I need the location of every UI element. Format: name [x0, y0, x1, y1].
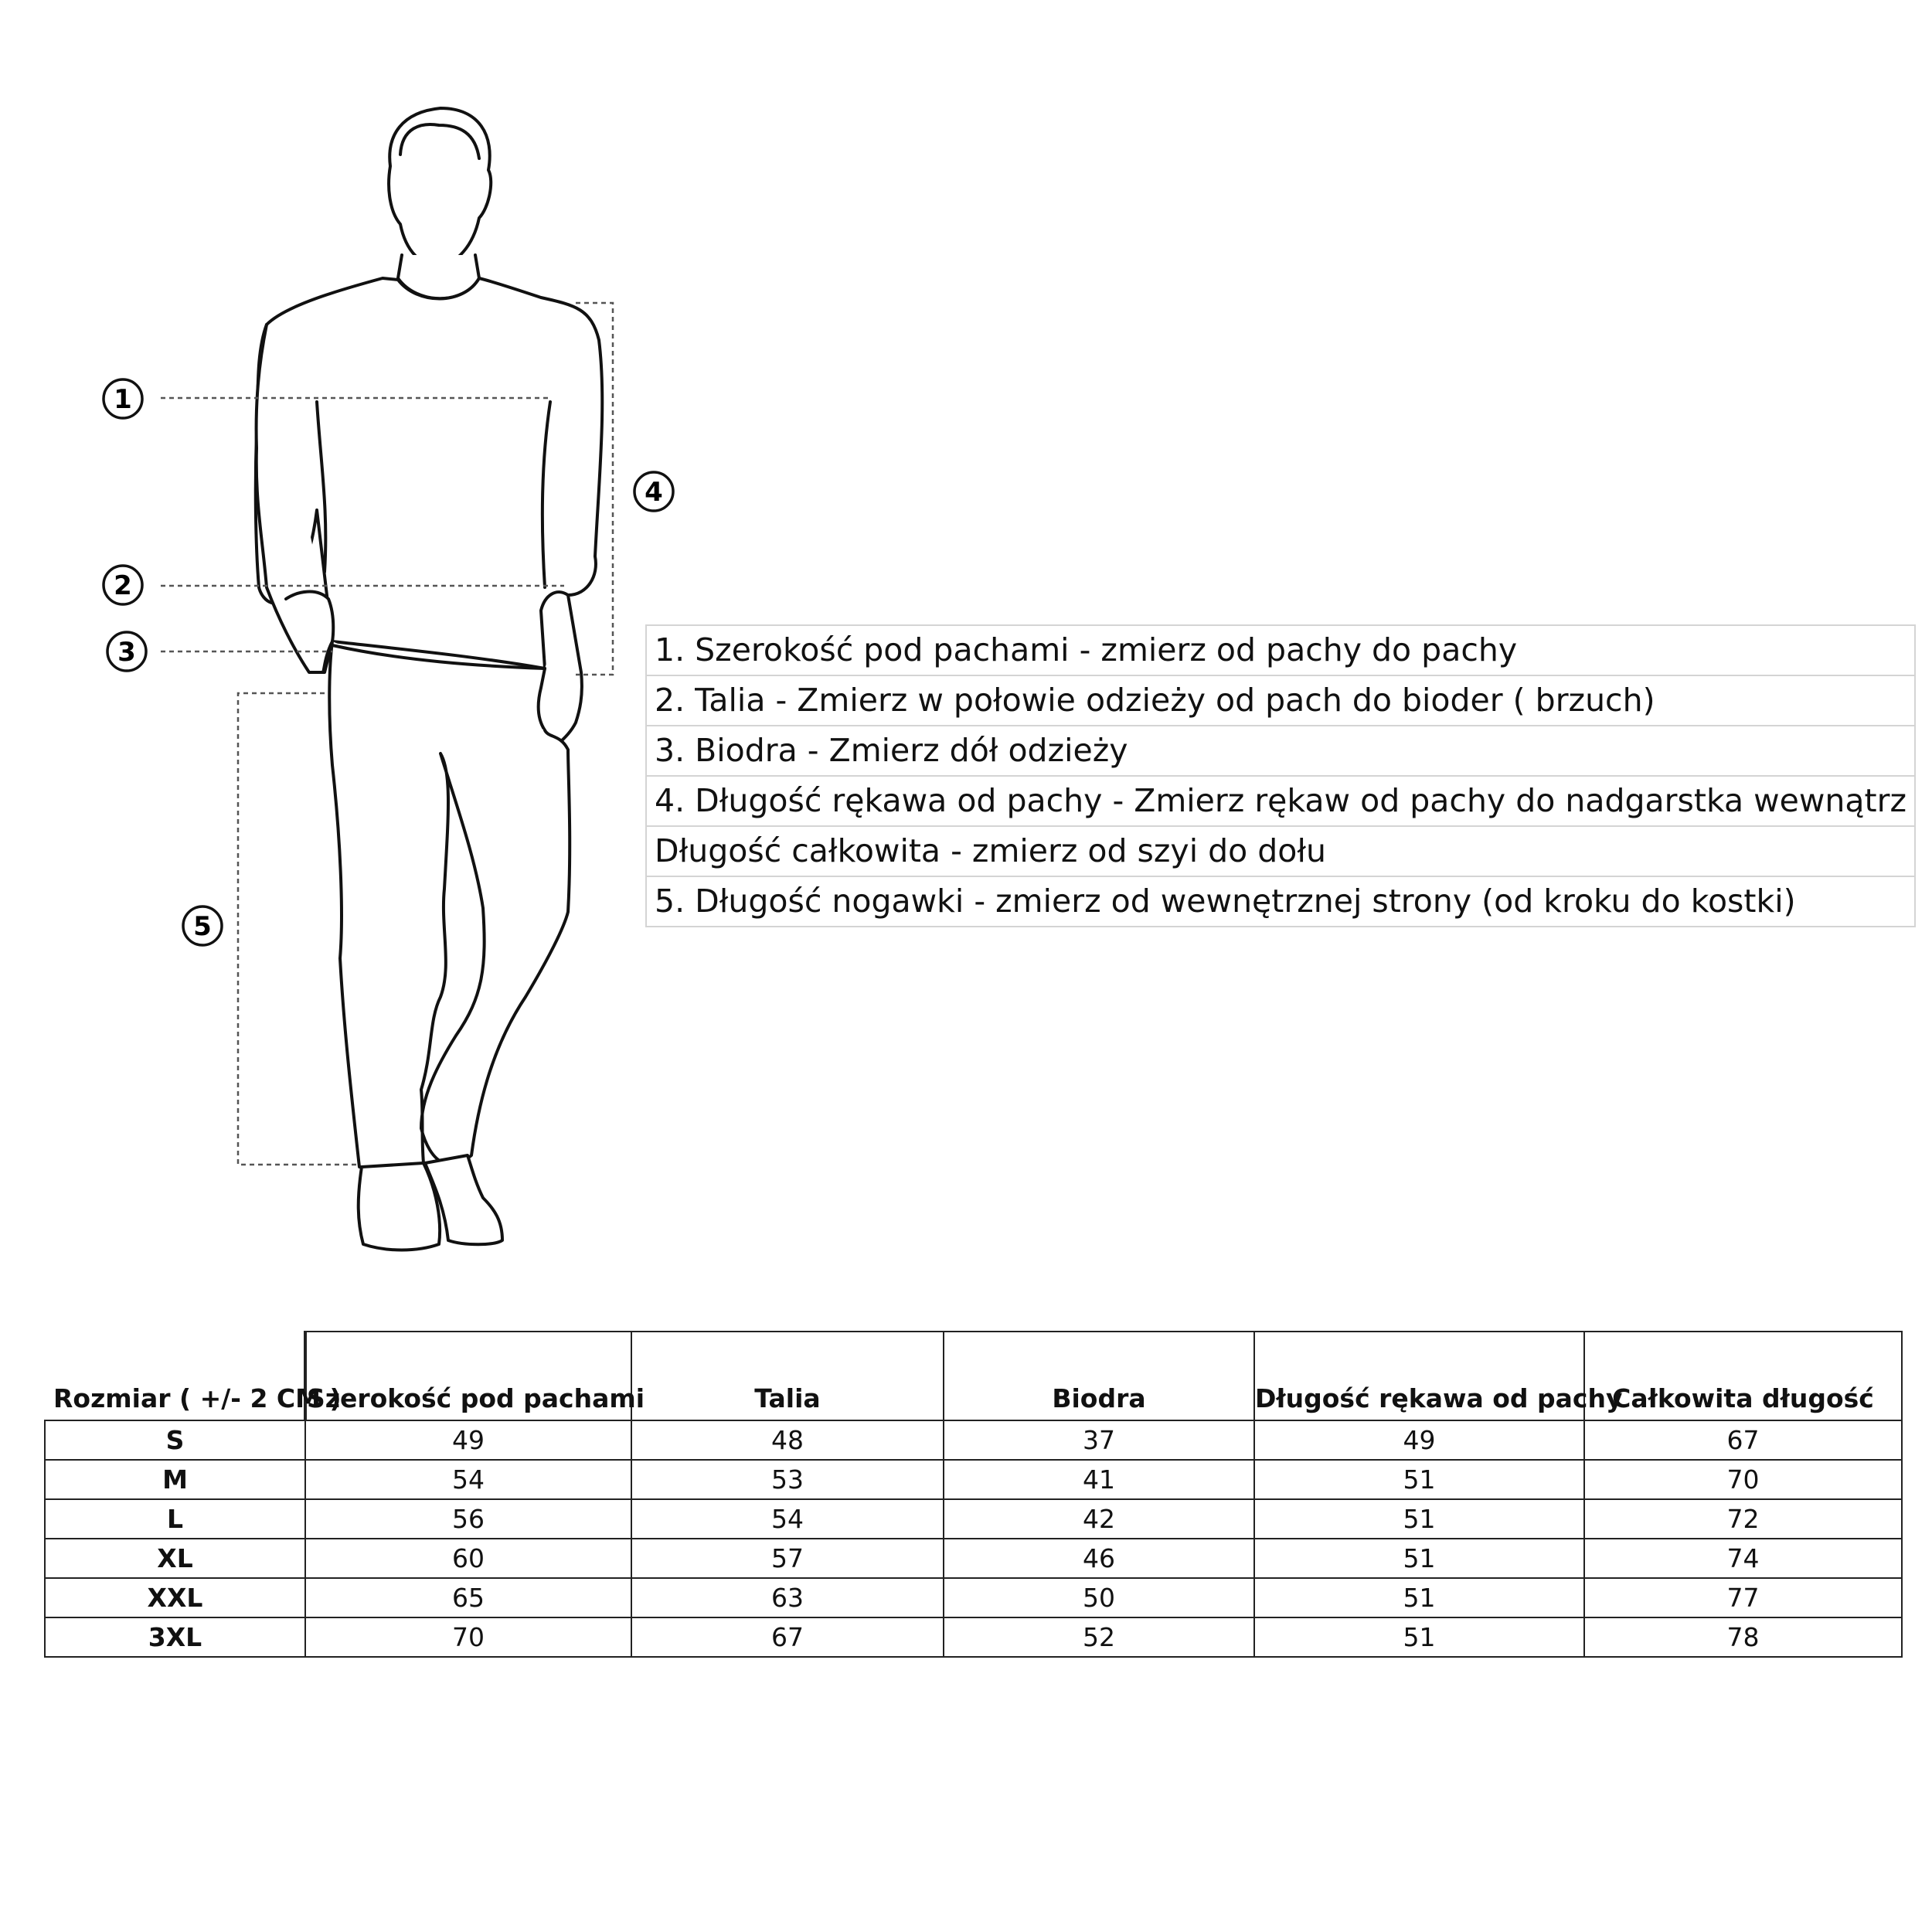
legend-row [646, 876, 1915, 927]
table-cell: 53 [631, 1460, 944, 1499]
size-table [44, 1331, 1903, 1658]
table-cell: 77 [1584, 1578, 1902, 1617]
table-cell: 74 [1584, 1539, 1902, 1578]
table-cell: 49 [305, 1420, 631, 1460]
svg-text:2: 2 [114, 570, 132, 601]
size-cell: M [45, 1460, 305, 1499]
table-cell: 51 [1254, 1578, 1584, 1617]
legend-item: 5. Długość nogawki - zmierz od wewnętrznej strony (od kroku do kostki) [646, 876, 1915, 927]
table-header-row [45, 1332, 1902, 1420]
table-cell: 51 [1254, 1499, 1584, 1539]
header-total-length: Całkowita długość [1584, 1332, 1902, 1420]
table-cell: 67 [1584, 1420, 1902, 1460]
person-silhouette [256, 108, 603, 1250]
header-size: Rozmiar ( +/- 2 CM ) [45, 1332, 305, 1420]
marker-3 [107, 632, 146, 671]
legend-row [646, 726, 1915, 776]
table-cell: 72 [1584, 1499, 1902, 1539]
table-cell: 78 [1584, 1617, 1902, 1657]
legend-item: 2. Talia - Zmierz w połowie odzieży od pach do bioder ( brzuch) [646, 675, 1915, 726]
table-cell: 48 [631, 1420, 944, 1460]
left-shoe-outline [359, 1163, 440, 1250]
table-cell: 37 [944, 1420, 1254, 1460]
table-cell: 42 [944, 1499, 1254, 1539]
table-cell: 60 [305, 1539, 631, 1578]
table-row [45, 1617, 1902, 1657]
legend-row [646, 826, 1915, 876]
table-cell: 52 [944, 1617, 1254, 1657]
table-cell: 54 [631, 1499, 944, 1539]
svg-text:1: 1 [114, 384, 132, 415]
table-cell: 51 [1254, 1460, 1584, 1499]
size-cell: L [45, 1499, 305, 1539]
svg-text:3: 3 [117, 637, 136, 668]
table-cell: 56 [305, 1499, 631, 1539]
table-cell: 70 [305, 1617, 631, 1657]
header-hips: Biodra [944, 1332, 1254, 1420]
size-cell: XL [45, 1539, 305, 1578]
table-row [45, 1420, 1902, 1460]
measurement-legend [645, 624, 1916, 927]
size-cell: XXL [45, 1578, 305, 1617]
size-cell: 3XL [45, 1617, 305, 1657]
table-cell: 51 [1254, 1617, 1584, 1657]
legend-item: 3. Biodra - Zmierz dół odzieży [646, 726, 1915, 776]
marker-1 [104, 379, 142, 418]
table-cell: 41 [944, 1460, 1254, 1499]
table-cell: 49 [1254, 1420, 1584, 1460]
header-waist: Talia [631, 1332, 944, 1420]
table-row [45, 1578, 1902, 1617]
size-cell: S [45, 1420, 305, 1460]
marker-4 [634, 472, 673, 511]
legend-row [646, 625, 1915, 675]
head-outline [389, 108, 491, 267]
marker-5 [183, 906, 222, 945]
table-cell: 50 [944, 1578, 1254, 1617]
table-cell: 51 [1254, 1539, 1584, 1578]
table-cell: 67 [631, 1617, 944, 1657]
table-cell: 54 [305, 1460, 631, 1499]
marker-2 [104, 566, 142, 604]
legend-row [646, 675, 1915, 726]
legend-row [646, 776, 1915, 826]
legend-item: Długość całkowita - zmierz od szyi do dołu [646, 826, 1915, 876]
legs-outline [329, 641, 570, 1168]
legend-item: 4. Długość rękawa od pachy - Zmierz rękaw od pachy do nadgarstka wewnątrz [646, 776, 1915, 826]
table-cell: 63 [631, 1578, 944, 1617]
table-row [45, 1460, 1902, 1499]
table-row [45, 1499, 1902, 1539]
legend-item: 1. Szerokość pod pachami - zmierz od pachy do pachy [646, 625, 1915, 675]
table-cell: 65 [305, 1578, 631, 1617]
table-cell: 70 [1584, 1460, 1902, 1499]
svg-text:5: 5 [193, 911, 212, 942]
header-sleeve-length: Długość rękawa od pachy [1254, 1332, 1584, 1420]
header-chest-width: Szerokość pod pachami [305, 1332, 631, 1420]
table-row [45, 1539, 1902, 1578]
svg-text:4: 4 [645, 477, 663, 508]
table-cell: 46 [944, 1539, 1254, 1578]
table-cell: 57 [631, 1539, 944, 1578]
